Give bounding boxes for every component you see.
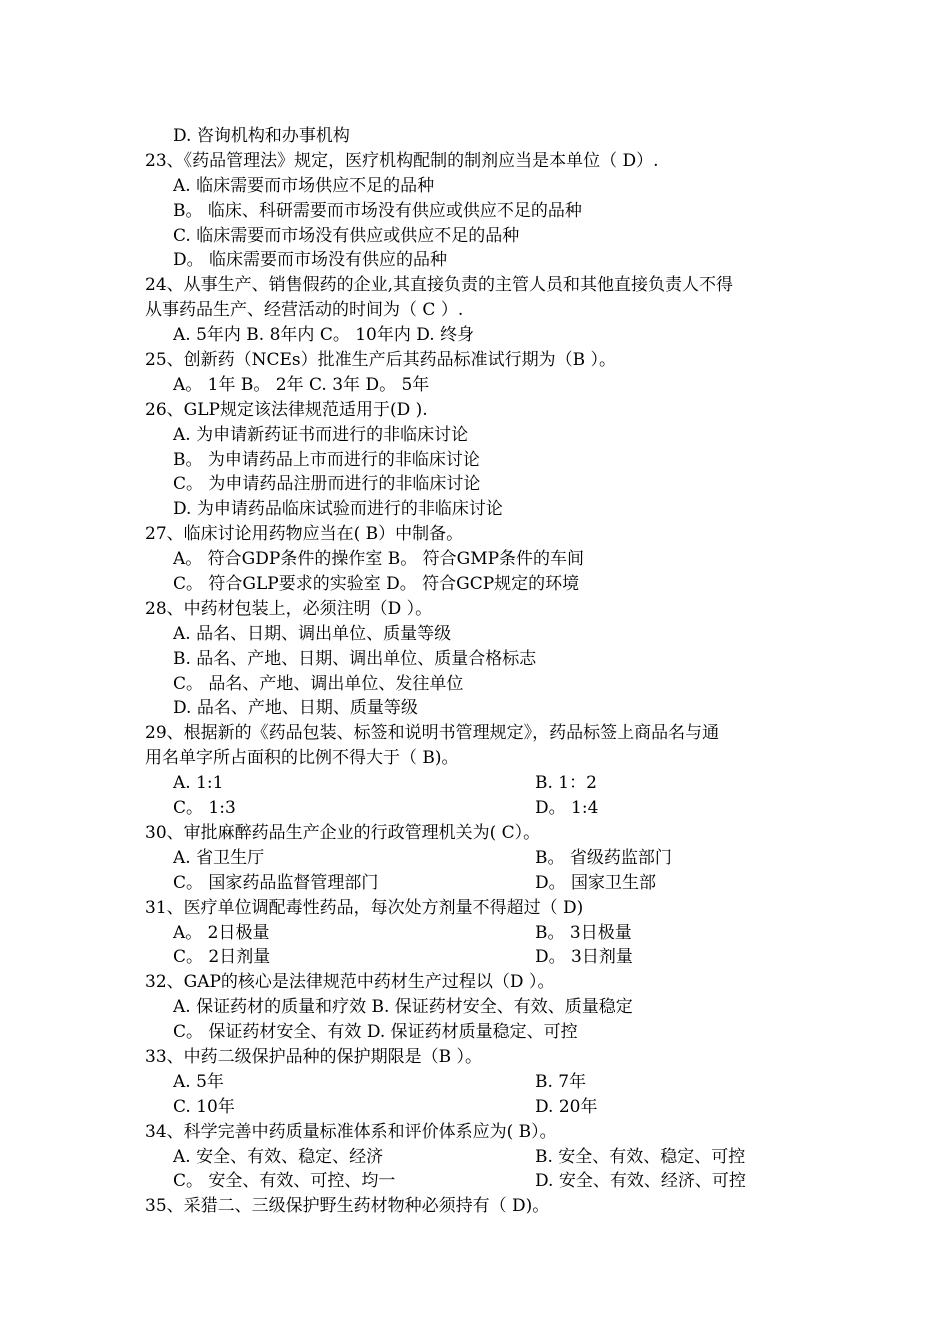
option-row xyxy=(145,945,825,970)
option-right: D。 3日剂量 xyxy=(535,947,633,968)
option-row xyxy=(145,1070,825,1095)
option-line: B。 为申请药品上市而进行的非临床讨论 xyxy=(173,449,480,470)
option-right: D。 国家卫生部 xyxy=(535,872,657,893)
option-right: B。 3日极量 xyxy=(535,922,632,943)
question-line: 29、根据新的《药品包装、标签和说明书管理规定》，药品标签上商品名与通 xyxy=(145,723,720,744)
option-line: A。 符合GDP条件的操作室 B。 符合GMP条件的车间 xyxy=(173,549,585,570)
question-line: 从事药品生产、经营活动的时间为（ C ）. xyxy=(145,300,464,321)
question-line: 28、中药材包装上，必须注明（D ）。 xyxy=(145,598,433,619)
option-left: C。 国家药品监督管理部门 xyxy=(173,872,379,893)
question-line: 23、《药品管理法》规定，医疗机构配制的制剂应当是本单位（ D）. xyxy=(145,150,659,171)
option-right: B. 1：2 xyxy=(535,773,597,794)
option-right: D. 20年 xyxy=(535,1096,598,1117)
question-line: 用名单字所占面积的比例不得大于（ B)。 xyxy=(145,748,459,769)
option-line: D. 品名、产地、日期、质量等级 xyxy=(173,698,418,719)
question-line: 27、临床讨论用药物应当在( B）中制备。 xyxy=(145,524,464,545)
option-line: B. 品名、产地、日期、调出单位、质量合格标志 xyxy=(173,648,537,669)
option-line: B。 临床、科研需要而市场没有供应或供应不足的品种 xyxy=(173,200,582,221)
question-line: 26、GLP规定该法律规范适用于(D ). xyxy=(145,399,428,420)
question-line: 31、医疗单位调配毒性药品，每次处方剂量不得超过（ D) xyxy=(145,897,584,918)
question-line: 24、从事生产、销售假药的企业,其直接负责的主管人员和其他直接负责人不得 xyxy=(145,275,734,296)
option-row xyxy=(145,1169,825,1194)
option-left: A. 省卫生厅 xyxy=(173,847,265,868)
question-line: 25、创新药（NCEs）批准生产后其药品标准试行期为（B ）。 xyxy=(145,350,617,371)
option-left: A. 5年 xyxy=(173,1071,224,1092)
option-line: A. 临床需要而市场供应不足的品种 xyxy=(173,175,435,196)
option-line: A. 保证药材的质量和疗效 B. 保证药材安全、有效、质量稳定 xyxy=(173,997,633,1018)
option-left: C。 1:3 xyxy=(173,798,236,819)
option-line: D。 临床需要而市场没有供应的品种 xyxy=(173,250,448,271)
option-right: D。 1:4 xyxy=(535,798,599,819)
option-row xyxy=(145,1145,825,1170)
option-line: C。 品名、产地、调出单位、发往单位 xyxy=(173,673,464,694)
question-line: 30、审批麻醉药品生产企业的行政管理机关为( C）。 xyxy=(145,822,541,843)
option-line: C。 保证药材安全、有效 D. 保证药材质量稳定、可控 xyxy=(173,1022,578,1043)
option-row xyxy=(145,846,825,871)
option-left: C。 安全、有效、可控、均一 xyxy=(173,1171,396,1192)
option-row xyxy=(145,921,825,946)
option-line: D. 咨询机构和办事机构 xyxy=(173,126,350,146)
question-line: 34、科学完善中药质量标准体系和评价体系应为( B）。 xyxy=(145,1121,557,1142)
option-left: C. 10年 xyxy=(173,1096,235,1117)
option-left: A。 2日极量 xyxy=(173,922,270,943)
option-row xyxy=(145,871,825,896)
question-line: 32、GAP的核心是法律规范中药材生产过程以（D ）。 xyxy=(145,972,555,993)
question-line: 33、中药二级保护品种的保护期限是（B ）。 xyxy=(145,1046,483,1067)
option-line: C。 为申请药品注册而进行的非临床讨论 xyxy=(173,474,481,495)
option-line: A. 品名、日期、调出单位、质量等级 xyxy=(173,623,452,644)
option-left: C。 2日剂量 xyxy=(173,947,271,968)
option-right: B. 安全、有效、稳定、可控 xyxy=(535,1146,746,1167)
option-line: C. 临床需要而市场没有供应或供应不足的品种 xyxy=(173,225,520,246)
option-right: B. 7年 xyxy=(535,1071,587,1092)
option-line: A. 为申请新药证书而进行的非临床讨论 xyxy=(173,424,469,445)
option-left: A. 1:1 xyxy=(173,773,224,794)
option-line: C。 符合GLP要求的实验室 D。 符合GCP规定的环境 xyxy=(173,574,580,595)
document-body xyxy=(145,124,825,1219)
option-line: A. 5年内 B. 8年内 C。 10年内 D. 终身 xyxy=(173,325,475,346)
option-row xyxy=(145,796,825,821)
option-line: D. 为申请药品临床试验而进行的非临床讨论 xyxy=(173,499,503,520)
option-right: B。 省级药监部门 xyxy=(535,847,672,868)
option-right: D. 安全、有效、经济、可控 xyxy=(535,1171,746,1192)
option-line: A。 1年 B。 2年 C. 3年 D。 5年 xyxy=(173,374,430,395)
option-row xyxy=(145,771,825,796)
option-row xyxy=(145,1095,825,1120)
option-left: A. 安全、有效、稳定、经济 xyxy=(173,1146,384,1167)
question-line: 35、采猎二、三级保护野生药材物种必须持有（ D)。 xyxy=(145,1196,550,1217)
